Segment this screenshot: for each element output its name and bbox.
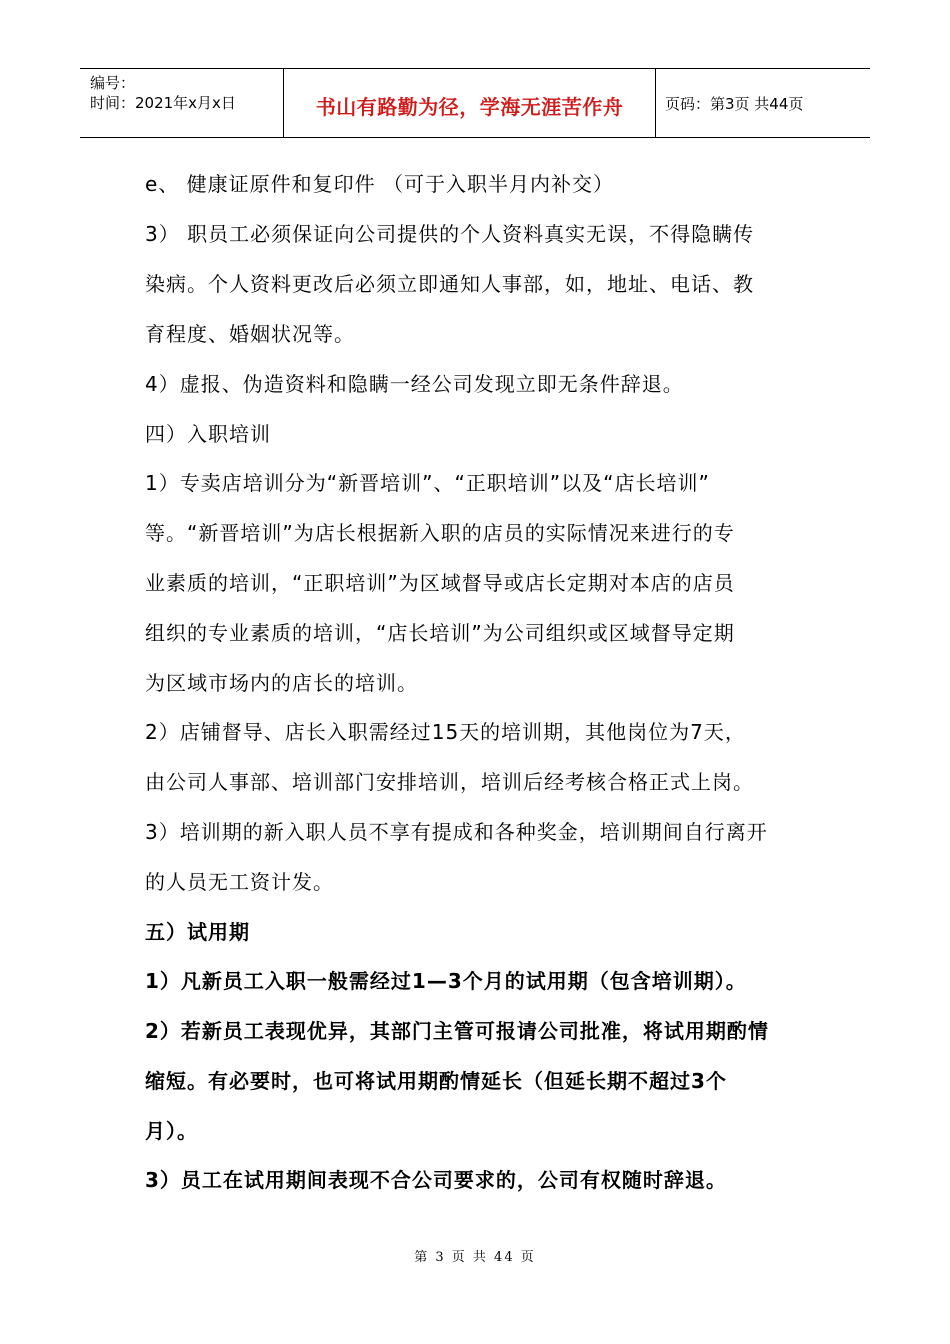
section-heading: 四）入职培训 bbox=[145, 422, 271, 446]
header-motto: 书山有路勤为径，学海无涯苦作舟 bbox=[315, 95, 624, 119]
text-line: 月）。 bbox=[145, 1119, 198, 1143]
page-header bbox=[80, 68, 870, 138]
text-line: 为区域市场内的店长的培训。 bbox=[145, 671, 418, 695]
text-line: 2）若新员工表现优异，其部门主管可报请公司批准，将试用期酌情 bbox=[145, 1019, 769, 1043]
text-line: e、 健康证原件和复印件 （可于入职半月内补交） bbox=[145, 172, 615, 196]
text-line: 业素质的培训，“正职培训”为区域督导或店长定期对本店的店员 bbox=[145, 571, 735, 595]
text-line: 2）店铺督导、店长入职需经过15天的培训期，其他岗位为7天， bbox=[145, 720, 746, 744]
text-line: 4）虚报、伪造资料和隐瞒一经公司发现立即无条件辞退。 bbox=[145, 372, 684, 396]
text-line: 3） 职员工必须保证向公司提供的个人资料真实无误，不得隐瞒传 bbox=[145, 222, 755, 246]
text-line: 3）培训期的新入职人员不享有提成和各种奖金，培训期间自行离开 bbox=[145, 820, 768, 844]
document-time-label: 时间：2021年x月x日 bbox=[90, 94, 236, 112]
text-line: 由公司人事部、培训部门安排培训，培训后经考核合格正式上岗。 bbox=[145, 770, 754, 794]
header-meta bbox=[90, 73, 236, 113]
text-line: 育程度、婚姻状况等。 bbox=[145, 322, 355, 346]
text-line: 的人员无工资计发。 bbox=[145, 870, 334, 894]
section-heading: 五）试用期 bbox=[145, 920, 250, 944]
text-line: 1）专卖店培训分为“新晋培训”、“正职培训”以及“店长培训” bbox=[145, 471, 710, 495]
text-line: 3）员工在试用期间表现不合公司要求的，公司有权随时辞退。 bbox=[145, 1168, 727, 1192]
page-footer: 第 3 页 共 44 页 bbox=[414, 1250, 536, 1265]
text-line: 缩短。有必要时，也可将试用期酌情延长（但延长期不超过3个 bbox=[145, 1069, 727, 1093]
text-line: 等。“新晋培训”为店长根据新入职的店员的实际情况来进行的专 bbox=[145, 521, 735, 545]
document-number-label: 编号： bbox=[90, 74, 136, 92]
header-divider bbox=[655, 69, 656, 137]
text-line: 1）凡新员工入职一般需经过1—3个月的试用期（包含培训期）。 bbox=[145, 969, 747, 993]
text-line: 组织的专业素质的培训，“店长培训”为公司组织或区域督导定期 bbox=[145, 621, 735, 645]
text-line: 染病。个人资料更改后必须立即通知人事部，如，地址、电话、教 bbox=[145, 272, 754, 296]
header-page-info: 页码：第3页 共44页 bbox=[665, 95, 804, 113]
